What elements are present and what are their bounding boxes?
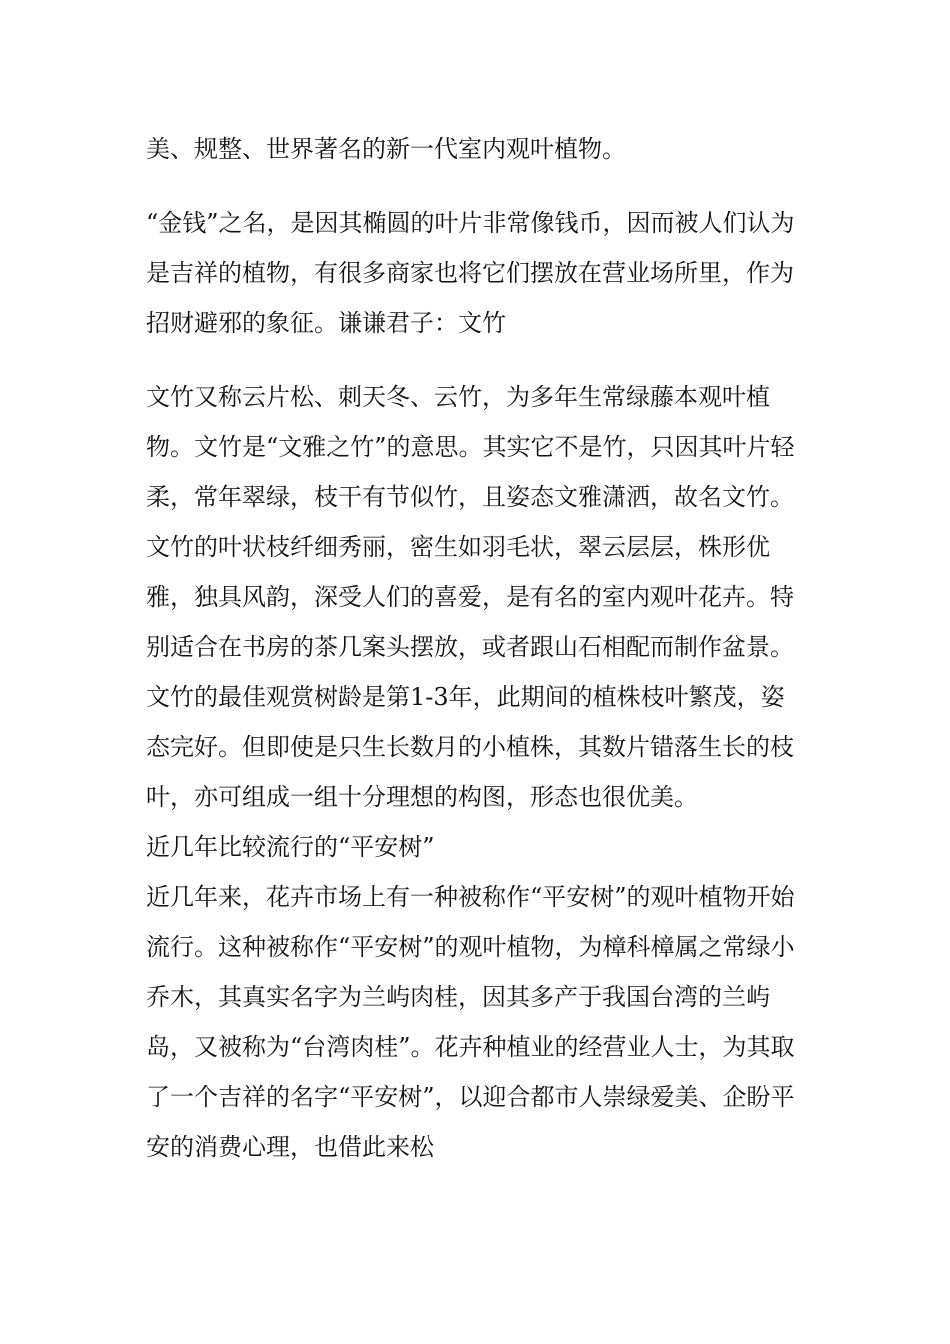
paragraph-asparagus-age: 文竹的最佳观赏树龄是第1-3年，此期间的植株枝叶繁茂，姿态完好。但即使是只生长数月的小植株，其数片错落生长的枝叶，亦可组成一组十分理想的构图，形态也很优美。: [146, 683, 794, 811]
paragraph-money-tree: “金钱”之名，是因其椭圆的叶片非常像钱币，因而被人们认为是吉祥的植物，有很多商家也将它们摆放在营业场所里，作为招财避邪的象征。谦谦君子：文竹: [146, 209, 795, 337]
paragraph-gap: [146, 174, 806, 198]
section-heading-peace-tree: 近几年比较流行的“平安树”: [146, 833, 435, 861]
paragraph-asparagus-fern: 文竹又称云片松、刺天冬、云竹，为多年生常绿藤本观叶植物。文竹是“文雅之竹”的意思。其实它不是竹，只因其叶片轻柔，常年翠绿，枝干有节似竹，且姿态文雅潇洒，故名文竹。文竹的叶状枝纤细秀丽，密生如羽毛状，翠云层层，株形优雅，独具风韵，深受人们的喜爱，是有名的室内观叶花卉。特别适合在书房的茶几案头摆放，或者跟山石相配而制作盆景。: [146, 383, 795, 661]
paragraph-intro-fragment: 美、规整、世界著名的新一代室内观叶植物。: [146, 135, 626, 163]
paragraph-gap: [146, 348, 806, 372]
document-page: [146, 124, 806, 1172]
paragraph-peace-tree: 近几年来，花卉市场上有一种被称作“平安树”的观叶植物开始流行。这种被称作“平安树”的观叶植物，为樟科樟属之常绿小乔木，其真实名字为兰屿肉桂，因其多产于我国台湾的兰屿岛，又被称为“台湾肉桂”。花卉种植业的经营业人士，为其取了一个吉祥的名字“平安树”，以迎合都市人崇绿爱美、企盼平安的消费心理，也借此来松: [146, 883, 795, 1161]
